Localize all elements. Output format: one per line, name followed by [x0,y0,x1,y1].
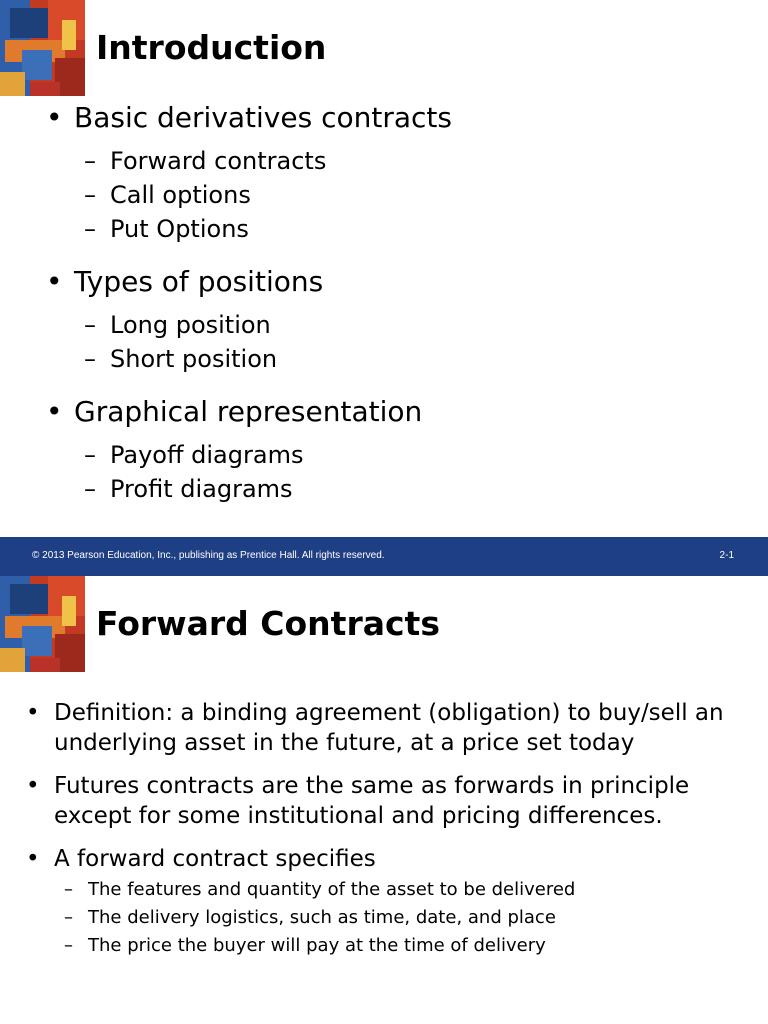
bullet-glyph: • [26,773,40,799]
sub-item-text: The features and quantity of the asset to be delivered [88,879,576,900]
painting-thumbnail-icon [0,0,85,96]
bullet-glyph: • [26,846,40,872]
sub-item [64,932,756,960]
list-item [26,844,756,960]
sub-list [84,308,746,376]
sub-item [84,472,746,506]
bullet-text: Graphical representation [74,395,423,428]
footer-bar [0,537,768,576]
dash-glyph: – [84,475,96,503]
copyright-notice: © 2013 Pearson Education, Inc., publishing as Prentice Hall. All rights reserved. [32,550,385,561]
slide-title: Introduction [96,28,327,67]
list-item [46,392,746,506]
sub-item [64,876,756,904]
sub-item-text: Call options [110,181,251,209]
dash-glyph: – [64,935,73,956]
bullet-text: Definition: a binding agreement (obligation) to buy/sell an underlying asset in the future, at a price set today [54,700,724,756]
sub-item-text: Profit diagrams [110,475,293,503]
slide-number: 2-1 [719,550,734,561]
bullet-text: Basic derivatives contracts [74,101,452,134]
bullet-glyph: • [46,101,63,134]
dash-glyph: – [84,215,96,243]
dash-glyph: – [84,147,96,175]
sub-item-text: The delivery logistics, such as time, date, and place [88,907,556,928]
sub-item [84,144,746,178]
painting-thumbnail-icon [0,576,85,672]
bullet-glyph: • [46,265,63,298]
slide-title: Forward Contracts [96,604,440,643]
bullet-list [46,98,746,506]
list-item [46,262,746,376]
bullet-list [26,698,756,960]
dash-glyph: – [84,441,96,469]
sub-item-text: Long position [110,311,271,339]
list-item [26,698,756,758]
bullet-glyph: • [46,395,63,428]
sub-list [84,144,746,246]
sub-item [84,438,746,472]
sub-item [84,308,746,342]
bullet-glyph: • [26,700,40,726]
dash-glyph: – [64,907,73,928]
bullet-text: Types of positions [74,265,324,298]
list-item [26,771,756,831]
sub-list [84,438,746,506]
dash-glyph: – [84,311,96,339]
sub-item [84,178,746,212]
dash-glyph: – [64,879,73,900]
sub-item [84,342,746,376]
list-item [46,98,746,246]
bullet-text: A forward contract specifies [54,846,376,872]
sub-item-text: Forward contracts [110,147,327,175]
sub-item-text: Put Options [110,215,249,243]
sub-item [84,212,746,246]
bullet-text: Futures contracts are the same as forwards in principle except for some institutional and pricing differences. [54,773,690,829]
dash-glyph: – [84,181,96,209]
sub-list [64,876,756,960]
sub-item-text: Payoff diagrams [110,441,304,469]
sub-item-text: Short position [110,345,278,373]
slide-forward-contracts [0,576,768,1024]
sub-item [64,904,756,932]
sub-item-text: The price the buyer will pay at the time of delivery [88,935,546,956]
dash-glyph: – [84,345,96,373]
